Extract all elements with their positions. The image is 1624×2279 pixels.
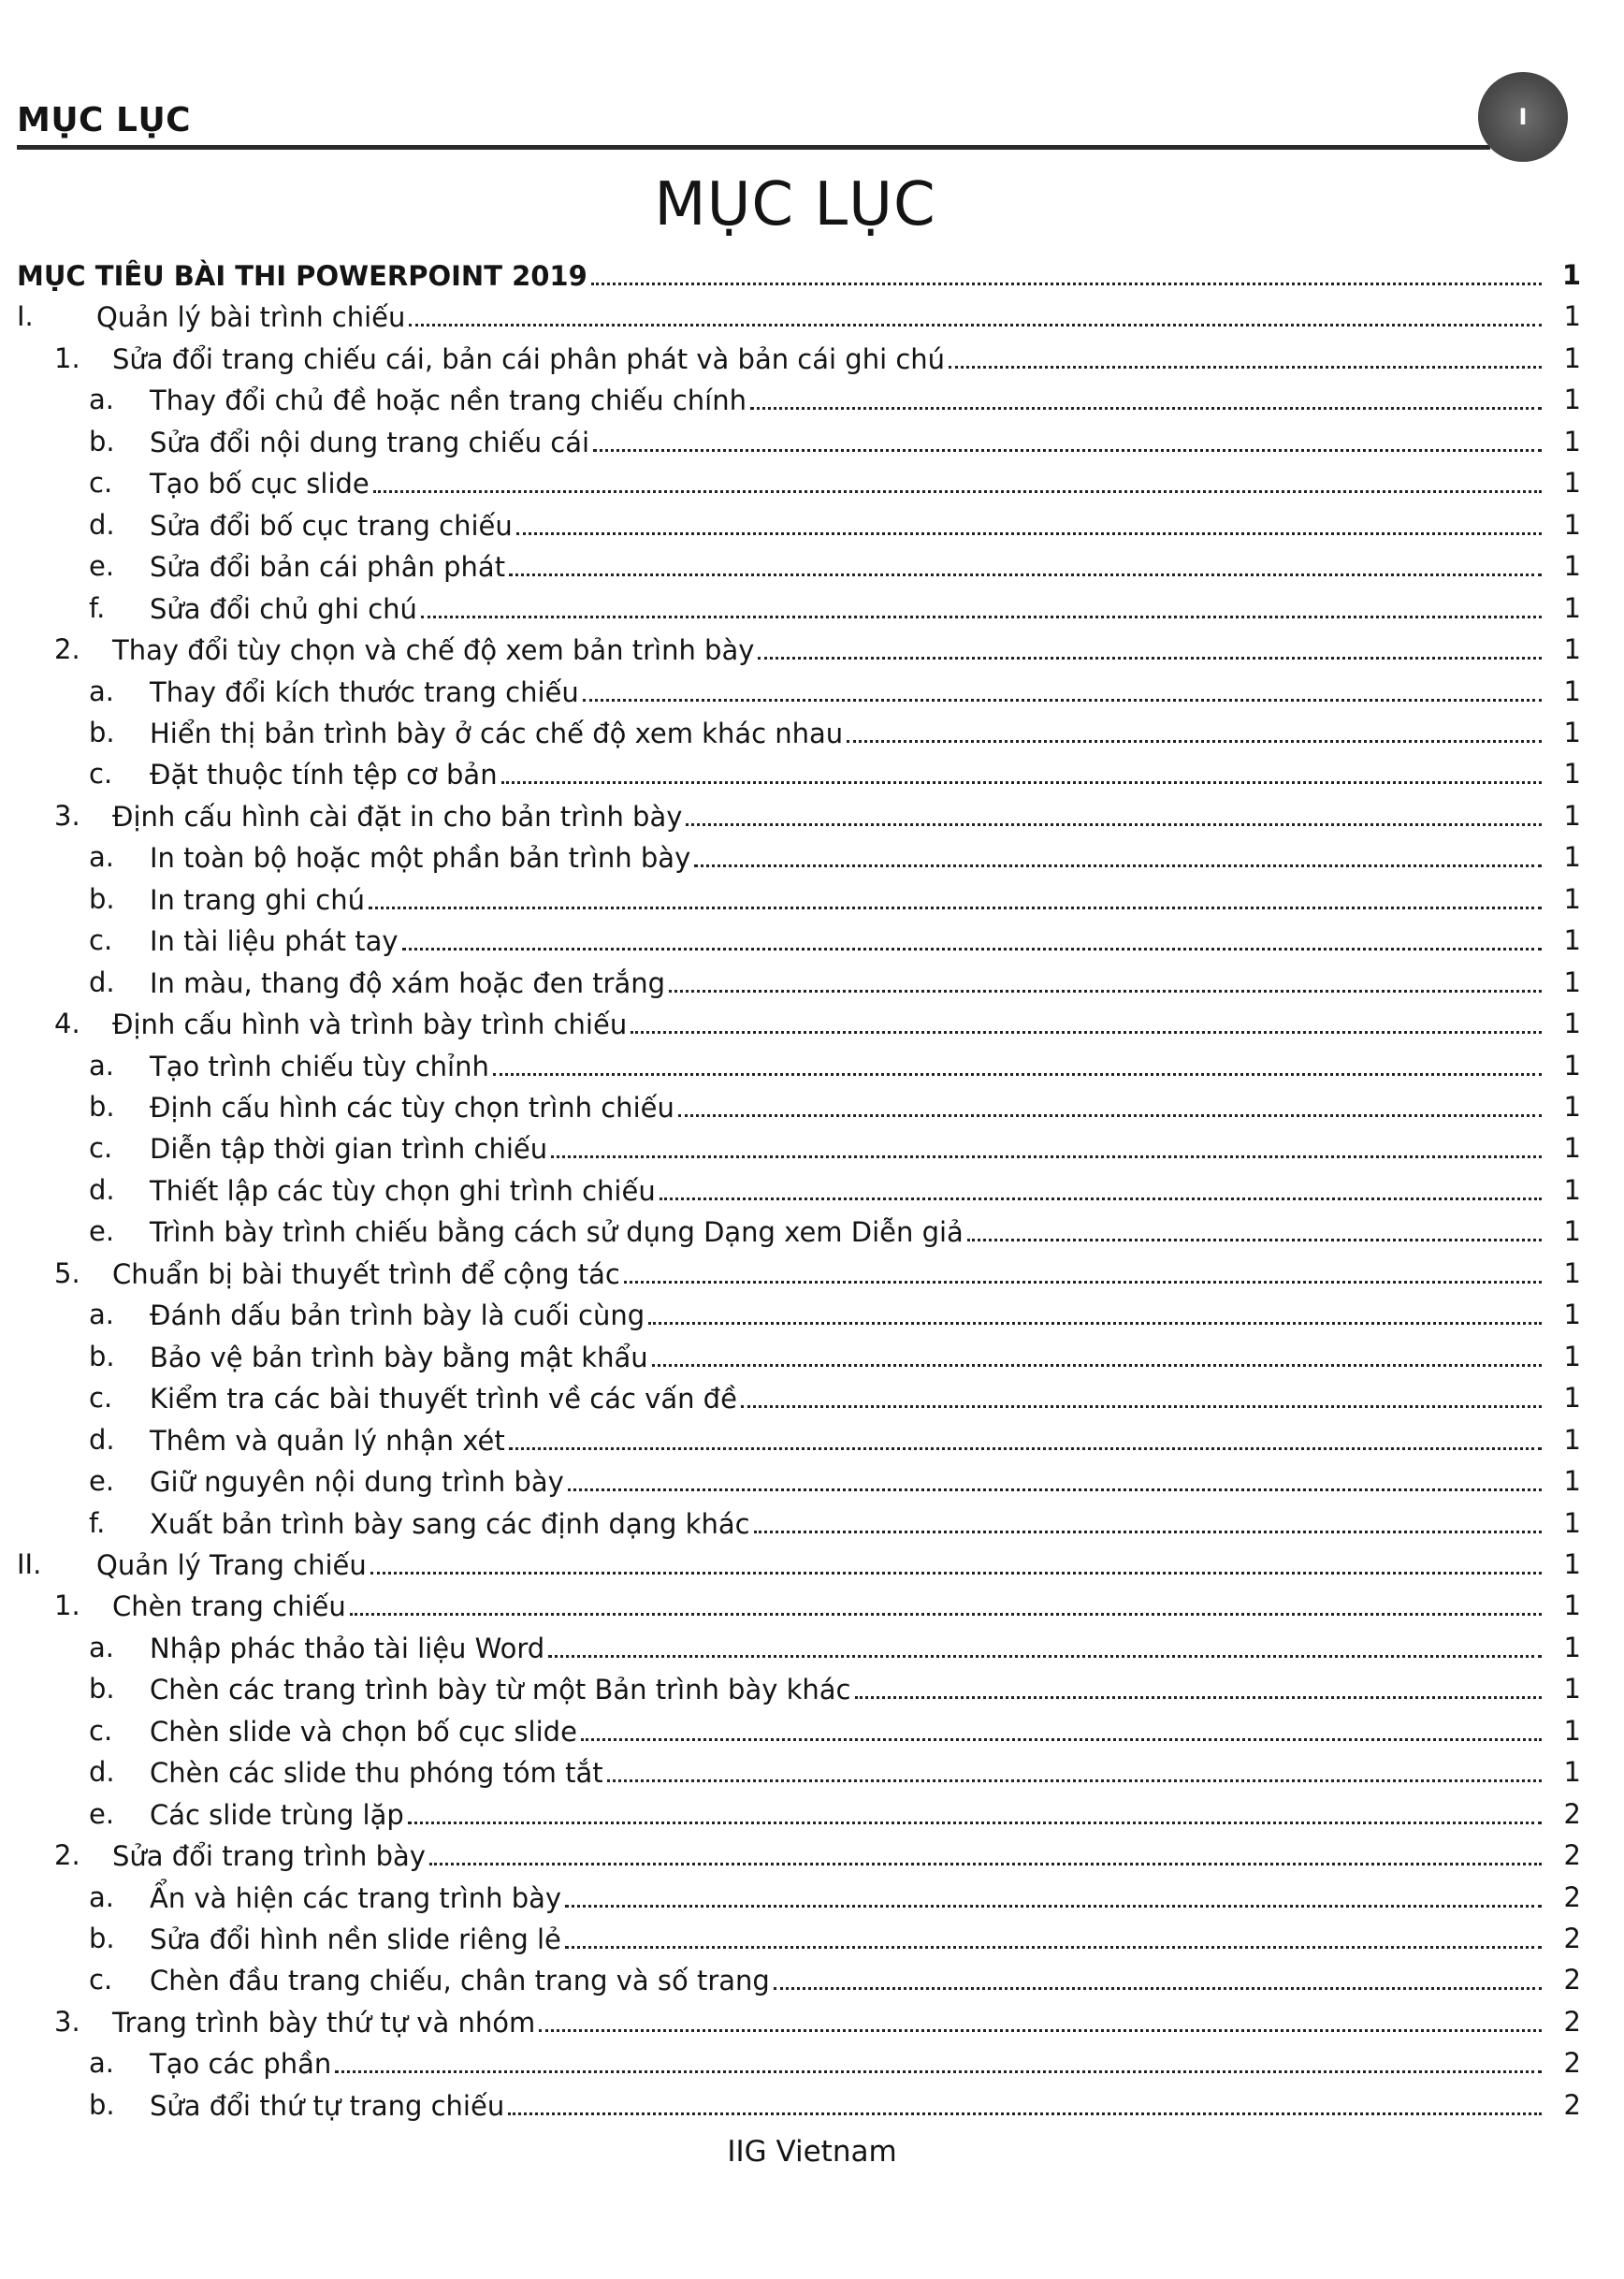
- toc-entry-page-number: 1: [1563, 591, 1581, 624]
- toc-entry-title: Đặt thuộc tính tệp cơ bản: [150, 759, 498, 791]
- dot-leader: [678, 1086, 1542, 1117]
- toc-entry-page-number: 1: [1563, 508, 1581, 541]
- toc-entry-title: Thay đổi tùy chọn và chế độ xem bản trình bày: [112, 634, 755, 667]
- toc-entry-title: In tài liệu phát tay: [150, 925, 399, 958]
- toc-entry[interactable]: [0, 1336, 1624, 1377]
- dot-leader: [369, 878, 1542, 909]
- toc-entry[interactable]: [0, 1419, 1624, 1460]
- toc-entry-page-number: 1: [1563, 300, 1581, 333]
- toc-entry-page-number: 1: [1563, 882, 1581, 915]
- toc-entry-page-number: 2: [1563, 1797, 1581, 1830]
- toc-entry-number: 2.: [54, 633, 80, 666]
- toc-entry[interactable]: [0, 1710, 1624, 1751]
- dot-leader: [593, 421, 1542, 452]
- toc-entry[interactable]: [0, 2084, 1624, 2126]
- toc-entry[interactable]: [0, 1127, 1624, 1169]
- toc-entry-page-number: 1: [1563, 1173, 1581, 1206]
- toc-entry-title: Sửa đổi trang chiếu cái, bản cái phân phát và bản cái ghi chú: [112, 342, 946, 375]
- toc-entry-title: Bảo vệ bản trình bày bằng mật khẩu: [150, 1341, 648, 1373]
- dot-leader: [493, 1045, 1542, 1076]
- toc-entry[interactable]: [0, 712, 1624, 753]
- toc-entry-title: Sửa đổi thứ tự trang chiếu: [150, 2089, 505, 2122]
- dot-leader: [949, 338, 1542, 369]
- toc-entry-title: Trình bày trình chiếu bằng cách sử dụng Dạng xem Diễn giả: [150, 1216, 964, 1249]
- toc-entry-title: Tạo bố cục slide: [150, 468, 370, 501]
- toc-entry-page-number: 1: [1563, 1091, 1581, 1123]
- toc-entry-title: Định cấu hình và trình bày trình chiếu: [112, 1009, 628, 1041]
- toc-entry-number: d.: [89, 965, 115, 998]
- toc-entry-number: e.: [89, 550, 115, 583]
- dot-leader: [501, 753, 1542, 784]
- toc-entry-page-number: 1: [1563, 965, 1581, 998]
- toc-entry-number: 1.: [54, 1589, 80, 1622]
- toc-entry-title: MỤC TIÊU BÀI THI POWERPOINT 2019: [17, 260, 587, 292]
- toc-entry-number: a.: [89, 1880, 114, 1913]
- dot-leader: [409, 296, 1542, 327]
- toc-entry-number: a.: [89, 841, 114, 874]
- dot-leader: [335, 2042, 1542, 2073]
- toc-entry-page-number: 1: [1563, 675, 1581, 707]
- toc-entry-page-number: 1: [1563, 1049, 1581, 1081]
- footer-text: IIG Vietnam: [727, 2135, 897, 2169]
- toc-entry-page-number: 1: [1563, 1340, 1581, 1372]
- dot-leader: [660, 1169, 1542, 1200]
- toc-entry[interactable]: [0, 920, 1624, 961]
- toc-entry-number: c.: [89, 924, 113, 957]
- toc-entry[interactable]: [0, 296, 1624, 337]
- toc-entry-number: 5.: [54, 1256, 80, 1289]
- dot-leader: [774, 1959, 1542, 1990]
- toc-entry[interactable]: [0, 671, 1624, 712]
- toc-entry[interactable]: [0, 2042, 1624, 2083]
- toc-entry-page-number: 2: [1563, 1923, 1581, 1954]
- toc-entry-page-number: 1: [1563, 1008, 1581, 1040]
- dot-leader: [370, 1544, 1542, 1575]
- toc-entry[interactable]: [0, 1502, 1624, 1544]
- toc-entry-title: Diễn tập thời gian trình chiếu: [150, 1133, 548, 1166]
- toc-entry[interactable]: [0, 795, 1624, 836]
- dot-leader: [624, 1253, 1542, 1284]
- toc-entry-page-number: 1: [1563, 550, 1581, 583]
- toc-entry-page-number: 1: [1563, 341, 1581, 374]
- toc-entry-page-number: 1: [1563, 924, 1581, 957]
- toc-entry-page-number: 1: [1563, 1547, 1581, 1580]
- toc-entry[interactable]: [0, 878, 1624, 920]
- dot-leader: [741, 1377, 1542, 1408]
- toc-entry[interactable]: [0, 1460, 1624, 1502]
- toc-entry-number: a.: [89, 1049, 114, 1081]
- toc-entry-number: c.: [89, 758, 113, 791]
- dot-leader: [967, 1211, 1542, 1241]
- page-number-badge: I: [1478, 72, 1568, 162]
- toc-entry-title: Định cấu hình cài đặt in cho bản trình bày: [112, 800, 683, 833]
- toc-entry-title: Thay đổi kích thước trang chiếu: [150, 675, 579, 708]
- toc-entry-number: d.: [89, 1173, 115, 1206]
- toc-entry-title: Kiểm tra các bài thuyết trình về các vấn đề: [150, 1383, 737, 1415]
- toc-entry[interactable]: [0, 1835, 1624, 1876]
- toc-entry-page-number: 1: [1563, 1673, 1581, 1706]
- toc-entry[interactable]: [0, 1211, 1624, 1252]
- toc-entry-number: 3.: [54, 799, 80, 832]
- dot-leader: [652, 1336, 1542, 1367]
- toc-entry-number: b.: [89, 1923, 115, 1954]
- toc-entry-number: c.: [89, 467, 113, 500]
- toc-entry-number: a.: [89, 675, 114, 707]
- toc-entry-title: In trang ghi chú: [150, 883, 365, 916]
- toc-entry-title: Sửa đổi bản cái phân phát: [150, 551, 506, 584]
- toc-entry-title: Sửa đổi trang trình bày: [112, 1840, 426, 1873]
- header-label: MỤC LỤC: [17, 101, 192, 139]
- toc-entry[interactable]: [0, 1877, 1624, 1918]
- dot-leader: [750, 379, 1542, 410]
- toc-entry-page-number: 1: [1563, 716, 1581, 748]
- toc-entry-title: Thêm và quản lý nhận xét: [150, 1424, 505, 1457]
- toc-entry-title: Sửa đổi hình nền slide riêng lẻ: [150, 1923, 561, 1955]
- toc-entry[interactable]: [0, 1544, 1624, 1585]
- toc-entry-number: 3.: [54, 2005, 80, 2038]
- toc-entry-title: In toàn bộ hoặc một phần bản trình bày: [150, 842, 691, 875]
- dot-leader: [402, 920, 1542, 951]
- dot-leader: [429, 1835, 1542, 1865]
- toc-entry-page-number: 1: [1563, 425, 1581, 457]
- toc-entry[interactable]: [0, 962, 1624, 1003]
- toc-entry-number: f.: [89, 1506, 106, 1539]
- toc-entry-number: II.: [17, 1547, 42, 1580]
- toc-entry-number: d.: [89, 1423, 115, 1456]
- toc-entry-number: b.: [89, 1091, 115, 1123]
- toc-entry-title: Thiết lập các tùy chọn ghi trình chiếu: [150, 1174, 656, 1207]
- toc-entry-number: 1.: [54, 341, 80, 374]
- toc-entry-title: Giữ nguyên nội dung trình bày: [150, 1466, 564, 1499]
- toc-entry-number: b.: [89, 716, 115, 748]
- toc-entry-number: e.: [89, 1465, 115, 1498]
- dot-leader: [421, 588, 1542, 618]
- dot-leader: [551, 1127, 1542, 1158]
- toc-entry-page-number: 1: [1563, 1631, 1581, 1663]
- toc-entry-title: Ẩn và hiện các trang trình bày: [150, 1881, 562, 1914]
- toc-entry-number: b.: [89, 1673, 115, 1706]
- toc-entry-page-number: 1: [1561, 259, 1581, 291]
- toc-entry[interactable]: [0, 1086, 1624, 1127]
- dot-leader: [373, 462, 1542, 493]
- toc-entry-title: Quản lý Trang chiếu: [96, 1548, 367, 1581]
- toc-entry[interactable]: [0, 1959, 1624, 2000]
- toc-entry[interactable]: [0, 338, 1624, 379]
- toc-entry-page-number: 2: [1563, 2005, 1581, 2038]
- toc-entry[interactable]: [0, 1294, 1624, 1335]
- toc-entry-number: f.: [89, 591, 106, 624]
- toc-entry[interactable]: [0, 836, 1624, 878]
- dot-leader: [539, 2001, 1542, 2032]
- dot-leader: [565, 1877, 1542, 1908]
- dot-leader: [754, 1502, 1542, 1533]
- dot-leader: [694, 836, 1542, 867]
- toc-entry-page-number: 1: [1563, 841, 1581, 874]
- toc-entry-page-number: 1: [1563, 384, 1581, 416]
- toc-entry-title: Chuẩn bị bài thuyết trình để cộng tác: [112, 1257, 620, 1290]
- toc-entry-page-number: 1: [1563, 467, 1581, 500]
- toc-entry[interactable]: [0, 421, 1624, 462]
- toc-entry-title: In màu, thang độ xám hoặc đen trắng: [150, 966, 666, 999]
- toc-entry-page-number: 2: [1563, 1964, 1581, 1996]
- toc-entry[interactable]: [0, 753, 1624, 794]
- toc-entry-page-number: 1: [1563, 1423, 1581, 1456]
- toc-entry-title: Sửa đổi nội dung trang chiếu cái: [150, 426, 590, 458]
- toc-entry[interactable]: [0, 1668, 1624, 1709]
- toc-entry-title: Quản lý bài trình chiếu: [96, 301, 406, 334]
- toc-entry[interactable]: [0, 254, 1624, 296]
- toc-entry-title: Đánh dấu bản trình bày là cuối cùng: [150, 1299, 645, 1332]
- dot-leader: [583, 671, 1542, 702]
- dot-leader: [648, 1294, 1542, 1325]
- header-rule: [17, 145, 1490, 150]
- toc-entry-number: e.: [89, 1797, 115, 1830]
- toc-entry-page-number: 2: [1563, 2047, 1581, 2080]
- toc-entry-page-number: 1: [1563, 633, 1581, 666]
- toc-entry-page-number: 1: [1563, 1299, 1581, 1331]
- toc-entry-title: Các slide trùng lặp: [150, 1798, 404, 1831]
- toc-entry-number: I.: [17, 300, 34, 333]
- toc-entry[interactable]: [0, 1793, 1624, 1835]
- toc-entry-number: c.: [89, 1714, 113, 1747]
- page-title: MỤC LỤC: [654, 170, 936, 240]
- toc-entry-number: b.: [89, 1340, 115, 1372]
- toc-entry[interactable]: [0, 1003, 1624, 1044]
- dot-leader: [591, 254, 1542, 285]
- toc-entry-title: Xuất bản trình bày sang các định dạng khác: [150, 1507, 750, 1540]
- toc-entry-title: Chèn các slide thu phóng tóm tắt: [150, 1757, 603, 1790]
- toc-entry-number: b.: [89, 882, 115, 915]
- toc-entry-number: a.: [89, 384, 114, 416]
- toc-entry[interactable]: [0, 1045, 1624, 1086]
- dot-leader: [408, 1793, 1542, 1824]
- toc-entry-number: a.: [89, 1299, 114, 1331]
- dot-leader: [847, 712, 1542, 743]
- toc-entry[interactable]: [0, 379, 1624, 420]
- toc-entry[interactable]: [0, 1377, 1624, 1418]
- toc-entry-number: d.: [89, 508, 115, 541]
- dot-leader: [758, 629, 1542, 660]
- toc-entry-title: Chèn slide và chọn bố cục slide: [150, 1715, 577, 1748]
- toc-entry[interactable]: [0, 629, 1624, 670]
- toc-entry-number: c.: [89, 1132, 113, 1165]
- toc-entry-page-number: 1: [1563, 799, 1581, 832]
- toc-entry-page-number: 2: [1563, 2088, 1581, 2121]
- toc-entry-page-number: 1: [1563, 1382, 1581, 1415]
- toc-entry[interactable]: [0, 504, 1624, 545]
- toc-entry-number: d.: [89, 1756, 115, 1789]
- toc-entry-page-number: 1: [1563, 1215, 1581, 1248]
- toc-entry-page-number: 1: [1563, 1756, 1581, 1789]
- toc-entry-page-number: 1: [1563, 1465, 1581, 1498]
- toc-entry-title: Thay đổi chủ đề hoặc nền trang chiếu chính: [150, 385, 747, 417]
- toc-entry-page-number: 1: [1563, 1132, 1581, 1165]
- toc-entry-title: Nhập phác thảo tài liệu Word: [150, 1632, 545, 1664]
- toc-entry-title: Tạo trình chiếu tùy chỉnh: [150, 1050, 489, 1082]
- toc-entry-number: c.: [89, 1964, 113, 1996]
- toc-entry-page-number: 2: [1563, 1880, 1581, 1913]
- toc-entry[interactable]: [0, 1169, 1624, 1211]
- toc-entry-page-number: 1: [1563, 1714, 1581, 1747]
- toc-entry-number: b.: [89, 2088, 115, 2121]
- toc-entry-number: 4.: [54, 1008, 80, 1040]
- toc-entry-title: Chèn các trang trình bày từ một Bản trình bày khác: [150, 1674, 851, 1706]
- toc-entry-page-number: 1: [1563, 1506, 1581, 1539]
- toc-entry[interactable]: [0, 2001, 1624, 2042]
- toc-entry[interactable]: [0, 1627, 1624, 1668]
- toc-entry[interactable]: [0, 545, 1624, 587]
- toc-entry-number: 2.: [54, 1839, 80, 1872]
- dot-leader: [516, 504, 1542, 535]
- dot-leader: [509, 1419, 1542, 1450]
- toc-entry-number: e.: [89, 1215, 115, 1248]
- toc-entry[interactable]: [0, 1751, 1624, 1793]
- toc-entry-title: Sửa đổi bố cục trang chiếu: [150, 509, 513, 542]
- dot-leader: [565, 1918, 1542, 1949]
- toc-entry[interactable]: [0, 1585, 1624, 1626]
- toc-entry-number: c.: [89, 1382, 113, 1415]
- toc-entry-page-number: 1: [1563, 1256, 1581, 1289]
- toc-entry[interactable]: [0, 1918, 1624, 1959]
- dot-leader: [508, 2084, 1542, 2115]
- toc-entry-title: Hiển thị bản trình bày ở các chế độ xem khác nhau: [150, 717, 844, 749]
- toc-entry-number: a.: [89, 2047, 114, 2080]
- toc-entry[interactable]: [0, 462, 1624, 503]
- dot-leader: [631, 1003, 1542, 1034]
- toc-entry-number: b.: [89, 425, 115, 457]
- dot-leader: [855, 1668, 1543, 1699]
- toc-entry-number: a.: [89, 1631, 114, 1663]
- dot-leader: [669, 962, 1542, 993]
- toc-entry-title: Tạo các phần: [150, 2048, 332, 2081]
- toc-entry-page-number: 1: [1563, 1589, 1581, 1622]
- toc-entry-title: Sửa đổi chủ ghi chú: [150, 592, 417, 625]
- toc-entry-title: Chèn đầu trang chiếu, chân trang và số trang: [150, 1965, 770, 1997]
- toc-entry[interactable]: [0, 588, 1624, 629]
- toc-entry-title: Trang trình bày thứ tự và nhóm: [112, 2006, 536, 2039]
- dot-leader: [350, 1585, 1542, 1616]
- toc-entry-title: Chèn trang chiếu: [112, 1590, 346, 1623]
- dot-leader: [581, 1710, 1542, 1741]
- dot-leader: [548, 1627, 1542, 1658]
- dot-leader: [607, 1751, 1542, 1782]
- dot-leader: [686, 795, 1542, 826]
- toc-entry-page-number: 1: [1563, 758, 1581, 791]
- dot-leader: [509, 545, 1542, 576]
- dot-leader: [568, 1460, 1542, 1491]
- toc-entry[interactable]: [0, 1253, 1624, 1294]
- toc-entry-page-number: 2: [1563, 1839, 1581, 1872]
- toc-entry-title: Định cấu hình các tùy chọn trình chiếu: [150, 1092, 674, 1124]
